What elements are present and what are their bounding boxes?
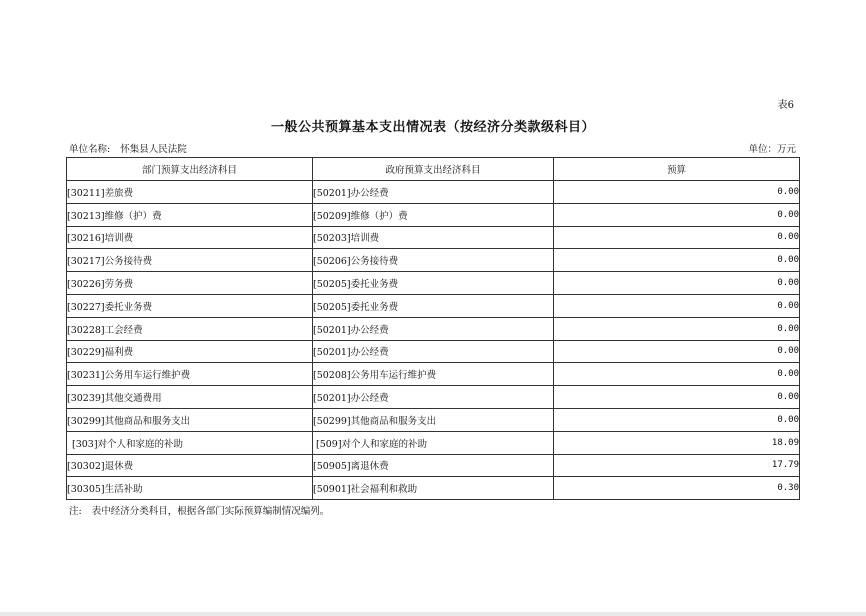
budget-amount-cell: 18.09 (554, 431, 800, 454)
column-header-dept: 部门预算支出经济科目 (67, 158, 313, 181)
table-row (67, 203, 800, 226)
budget-amount-cell: 0.30 (554, 477, 800, 500)
unit-name: 怀集县人民法院 (120, 144, 187, 155)
table-row (67, 454, 800, 477)
table-header-row (67, 158, 800, 181)
table-row (67, 272, 800, 295)
gov-subject-cell: [50201]办公经费 (313, 340, 554, 363)
gov-subject-cell: [50208]公务用车运行维护费 (313, 363, 554, 386)
table-row (67, 294, 800, 317)
gov-subject-cell: [50209]维修（护）费 (313, 203, 554, 226)
gov-subject-cell: [50201]办公经费 (313, 181, 554, 204)
budget-amount-cell: 0.00 (554, 226, 800, 249)
budget-amount-cell: 0.00 (554, 181, 800, 204)
page-bottom-edge (0, 612, 866, 616)
dept-subject-cell: [30216]培训费 (67, 226, 313, 249)
budget-amount-cell: 0.00 (554, 363, 800, 386)
gov-subject-cell: [50901]社会福利和救助 (313, 477, 554, 500)
column-header-gov: 政府预算支出经济科目 (313, 158, 554, 181)
dept-subject-cell: [30228]工会经费 (67, 317, 313, 340)
gov-subject-cell: [50299]其他商品和服务支出 (313, 408, 554, 431)
table-row (67, 249, 800, 272)
budget-amount-cell: 0.00 (554, 408, 800, 431)
footnote-label: 注: (69, 506, 82, 517)
gov-subject-cell: [50205]委托业务费 (313, 272, 554, 295)
gov-subject-cell: [50905]离退休费 (313, 454, 554, 477)
table-row (67, 226, 800, 249)
footnote (69, 503, 329, 517)
dept-subject-cell: [30227]委托业务费 (67, 294, 313, 317)
table-row (67, 181, 800, 204)
table-row (67, 363, 800, 386)
budget-amount-cell: 0.00 (554, 203, 800, 226)
dept-subject-cell: [30217]公务接待费 (67, 249, 313, 272)
gov-subject-cell: [50205]委托业务费 (313, 294, 554, 317)
dept-subject-cell: [30226]劳务费 (67, 272, 313, 295)
gov-subject-cell: [50201]办公经费 (313, 386, 554, 409)
dept-subject-cell: [30239]其他交通费用 (67, 386, 313, 409)
currency-unit: 单位：万元 (748, 144, 796, 155)
dept-subject-cell: [303]对个人和家庭的补助 (67, 431, 313, 454)
budget-amount-cell: 0.00 (554, 272, 800, 295)
table-number: 表6 (777, 100, 794, 111)
unit-name-line (69, 141, 187, 155)
page-title: 一般公共预算基本支出情况表（按经济分类款级科目） (270, 120, 595, 135)
table-row (67, 477, 800, 500)
gov-subject-cell: [50203]培训费 (313, 226, 554, 249)
budget-table (66, 157, 800, 500)
column-header-amount: 预算 (554, 158, 800, 181)
dept-subject-cell: [30231]公务用车运行维护费 (67, 363, 313, 386)
gov-subject-cell: [50206]公务接待费 (313, 249, 554, 272)
dept-subject-cell: [30299]其他商品和服务支出 (67, 408, 313, 431)
gov-subject-cell: [50201]办公经费 (313, 317, 554, 340)
budget-amount-cell: 0.00 (554, 317, 800, 340)
table-row (67, 408, 800, 431)
table-row (67, 340, 800, 363)
footnote-text: 表中经济分类科目，根据各部门实际预算编制情况编列。 (91, 506, 330, 517)
budget-amount-cell: 0.00 (554, 340, 800, 363)
unit-name-label: 单位名称: (69, 144, 111, 155)
gov-subject-cell: [509]对个人和家庭的补助 (313, 431, 554, 454)
table-row (67, 386, 800, 409)
budget-amount-cell: 0.00 (554, 386, 800, 409)
dept-subject-cell: [30229]福利费 (67, 340, 313, 363)
dept-subject-cell: [30211]差旅费 (67, 181, 313, 204)
table-row (67, 317, 800, 340)
dept-subject-cell: [30302]退休费 (67, 454, 313, 477)
budget-amount-cell: 17.79 (554, 454, 800, 477)
budget-amount-cell: 0.00 (554, 249, 800, 272)
budget-amount-cell: 0.00 (554, 294, 800, 317)
table-row (67, 431, 800, 454)
dept-subject-cell: [30213]维修（护）费 (67, 203, 313, 226)
dept-subject-cell: [30305]生活补助 (67, 477, 313, 500)
